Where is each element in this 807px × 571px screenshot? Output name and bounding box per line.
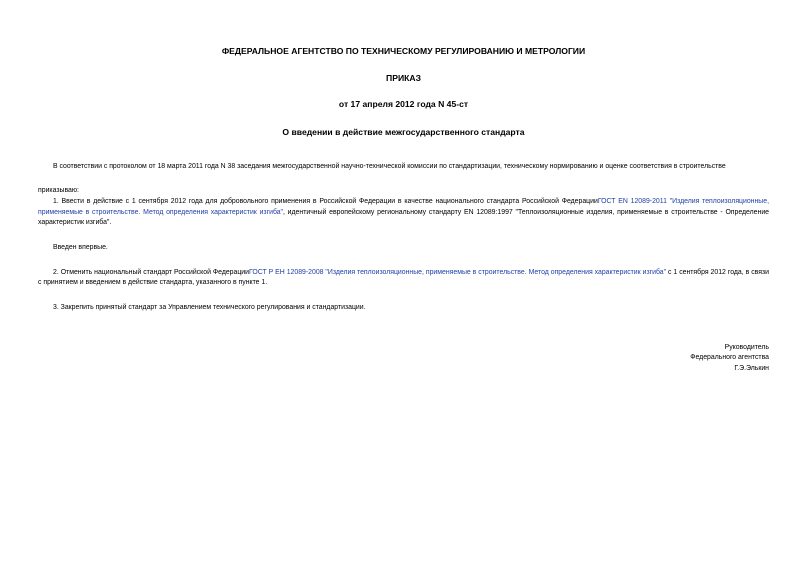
item-2-text-before: 2. Отменить национальный стандарт Российской Федерации	[53, 269, 249, 277]
document-date-number: от 17 апреля 2012 года N 45-ст	[338, 99, 469, 109]
order-word: приказываю:	[38, 187, 79, 195]
document-subject: О введении в действие межгосударственного стандарта	[282, 127, 525, 137]
item-1-text-before: 1. Ввести в действие с 1 сентября 2012 года для добровольного применения в Российской Федерации в качестве национального стандарта Российской Федерации	[53, 198, 598, 206]
gost-r-en-12089-2008-link[interactable]: ГОСТ Р ЕН 12089-2008 "Изделия теплоизоляционные, применяемые в строительстве. Метод определения характеристик изгиба"	[249, 269, 667, 277]
gost-en-12089-2011-link[interactable]: ГОСТ EN 12089-2011 "Изделия теплоизоляционные, применяемые в строительстве. Метод определения характеристик изгиба"	[38, 198, 769, 216]
item-2-paragraph	[38, 268, 769, 288]
signature-name: Г.Э.Элькин	[734, 365, 769, 373]
intro-note: Введен впервые.	[53, 244, 108, 252]
preamble-paragraph: В соответствии с протоколом от 18 марта 2011 года N 38 заседания межгосударственной научно-технической комиссии по стандартизации, техническому нормированию и оценке соответствия в строительстве	[53, 163, 726, 170]
signature-block	[38, 343, 769, 375]
item-1-text-after: , идентичный европейскому региональному стандарту EN 12089:1997 "Теплоизоляционные изделия, применяемые в строительстве - Определение характеристик изгиба".	[38, 208, 770, 226]
agency-name: ФЕДЕРАЛЬНОЕ АГЕНТСТВО ПО ТЕХНИЧЕСКОМУ РЕГУЛИРОВАНИЮ И МЕТРОЛОГИИ	[221, 46, 586, 56]
item-3-paragraph: 3. Закрепить принятый стандарт за Управлением технического регулирования и стандартизации.	[53, 303, 366, 311]
item-1-paragraph	[38, 197, 769, 228]
document-type: ПРИКАЗ	[386, 73, 421, 83]
signature-organization: Федерального агентства	[690, 354, 769, 362]
item-2-text-after: с 1 сентября 2012 года, в связи с принятием и введением в действие стандарта, указанного в пункте 1.	[38, 269, 769, 287]
signature-title: Руководитель	[724, 343, 769, 351]
